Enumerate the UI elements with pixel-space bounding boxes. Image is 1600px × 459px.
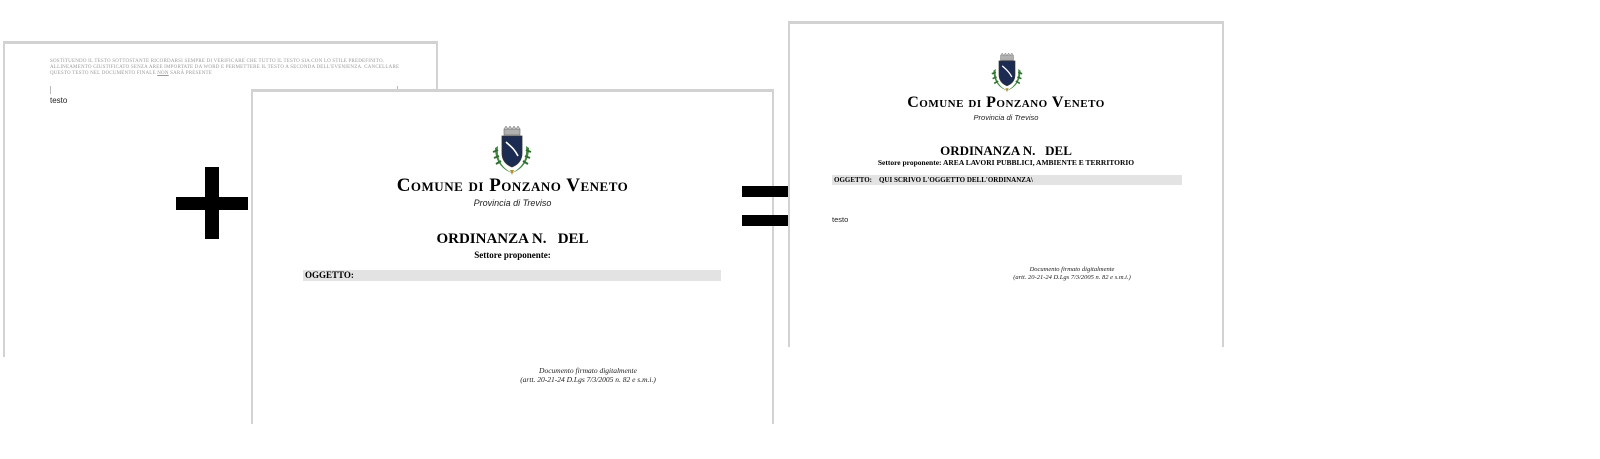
sector-line: Settore proponente: AREA LAVORI PUBBLICI, AMBIENTE E TERRITORIO bbox=[877, 158, 1135, 167]
ordinance-title: ORDINANZA N. DEL bbox=[940, 143, 1072, 158]
ordinance-title: ORDINANZA N. DEL bbox=[436, 231, 589, 247]
province-name: Provincia di Treviso bbox=[473, 198, 552, 208]
coat-of-arms-icon bbox=[987, 53, 1027, 93]
province-name: Provincia di Treviso bbox=[973, 113, 1039, 122]
signature-line-1: Documento firmato digitalmente bbox=[539, 366, 637, 375]
municipality-name: Comune di Ponzano Veneto bbox=[907, 94, 1105, 111]
sector-line: Settore proponente: bbox=[474, 250, 551, 260]
signature-line-1: Documento firmato digitalmente bbox=[1029, 266, 1115, 273]
instructions-emphasis: NON bbox=[157, 71, 169, 76]
instructions-text bbox=[50, 59, 400, 77]
result-page bbox=[788, 21, 1224, 347]
signature-line-2: (artt. 20-21-24 D.Lgs 7/3/2005 n. 82 e s.m.i.) bbox=[1013, 274, 1131, 281]
municipality-name: Comune di Ponzano Veneto bbox=[396, 175, 629, 196]
plus-icon bbox=[176, 167, 248, 239]
margin-marker-left bbox=[50, 86, 51, 94]
signature-line-2: (artt. 20-21-24 D.Lgs 7/3/2005 n. 82 e s.m.i.) bbox=[520, 375, 656, 384]
coat-of-arms-icon bbox=[489, 126, 535, 176]
body-text: testo bbox=[832, 215, 849, 224]
body-text: testo bbox=[50, 96, 68, 105]
instructions-tail: SARÀ PRESENTE bbox=[170, 71, 213, 76]
instructions-main: SOSTITUENDO IL TESTO SOTTOSTANTE RICORDARSI SEMPRE DI VERIFICARE CHE TUTTO IL TESTO SIA CON LO STILE PREDEFINITO. ALLINEAMENTO GIUSTIFICATO SENZA AREE IMPORTATE DA WORD E PERMETTERE IL TESTO A SECONDA DELL'EVENIENZA. CANCELLARE QUESTO TESTO NEL DOCUMENTO FINALE bbox=[50, 59, 400, 76]
plus-vertical-bar bbox=[205, 167, 219, 239]
digital-signature-note bbox=[1002, 266, 1142, 282]
template-page-header bbox=[251, 89, 774, 424]
digital-signature-note bbox=[508, 366, 668, 384]
subject-bar: OGGETTO: bbox=[303, 270, 721, 281]
subject-bar: OGGETTO: QUI SCRIVO L'OGGETTO DELL'ORDINANZA\ bbox=[832, 175, 1182, 185]
